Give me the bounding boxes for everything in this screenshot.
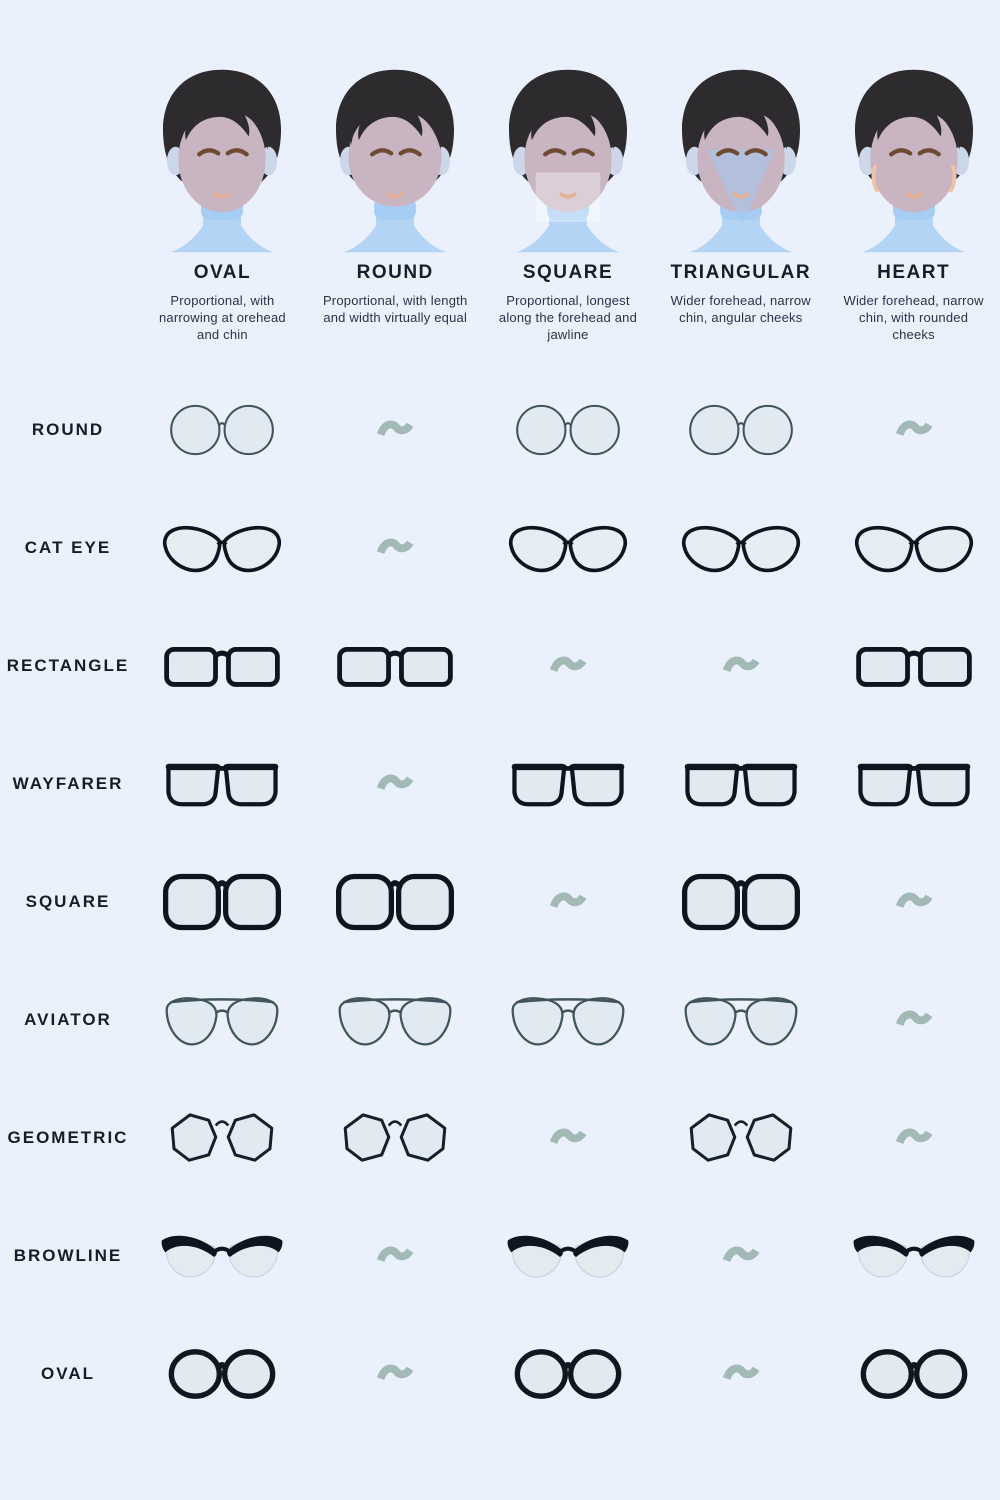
not-suitable-cell <box>893 1006 935 1034</box>
not-suitable-cell <box>374 770 416 798</box>
wayfarer-glasses-icon <box>681 758 801 810</box>
suitable-cell <box>681 758 801 810</box>
tilde-squiggle-icon <box>374 534 416 562</box>
tilde-squiggle-icon <box>374 416 416 444</box>
face-triangular-illustration <box>654 66 827 256</box>
not-suitable-cell <box>720 1242 762 1270</box>
face-shape-description: Wider forehead, narrow chin, with rounded cheeks <box>843 293 984 343</box>
suitable-cell <box>854 642 974 690</box>
face-shape-description: Proportional, with narrowing at orehead and chin <box>158 293 286 343</box>
oval-glasses-icon <box>858 1346 970 1402</box>
round-glasses-icon <box>166 398 278 462</box>
cateye-glasses-icon <box>161 519 283 577</box>
glasses-type-label-wayfarer: WAYFARER <box>12 774 124 794</box>
header-spacer <box>0 66 136 343</box>
tilde-squiggle-icon <box>720 1360 762 1388</box>
suitable-cell <box>512 398 624 462</box>
glasses-type-label-geometric: GEOMETRIC <box>7 1128 129 1148</box>
suitable-cell <box>332 990 458 1050</box>
not-suitable-cell <box>720 1360 762 1388</box>
square-glasses-icon <box>681 870 801 934</box>
suitable-cell <box>505 990 631 1050</box>
suitable-cell <box>858 1346 970 1402</box>
not-suitable-cell <box>893 416 935 444</box>
cateye-glasses-icon <box>853 519 975 577</box>
tilde-squiggle-icon <box>547 888 589 916</box>
geometric-glasses-icon <box>685 1110 797 1166</box>
geometric-glasses-icon <box>166 1110 278 1166</box>
suitable-cell <box>508 758 628 810</box>
browline-glasses-icon <box>852 1229 976 1283</box>
face-column-heart <box>827 66 1000 343</box>
suitable-cell <box>335 642 455 690</box>
glasses-type-label-aviator: AVIATOR <box>24 1010 112 1030</box>
cateye-glasses-icon <box>680 519 802 577</box>
suitable-cell <box>335 870 455 934</box>
face-shape-label: HEART <box>877 262 951 283</box>
face-shape-description: Wider forehead, narrow chin, angular cheeks <box>670 293 811 326</box>
suitable-cell <box>681 870 801 934</box>
not-suitable-cell <box>374 416 416 444</box>
face-square-illustration <box>482 66 655 256</box>
tilde-squiggle-icon <box>893 416 935 444</box>
rectangle-glasses-icon <box>335 642 455 690</box>
not-suitable-cell <box>720 652 762 680</box>
aviator-glasses-icon <box>505 990 631 1050</box>
suitable-cell <box>685 398 797 462</box>
suitable-cell <box>678 990 804 1050</box>
square-glasses-icon <box>335 870 455 934</box>
face-shape-label: TRIANGULAR <box>670 262 812 283</box>
not-suitable-cell <box>547 888 589 916</box>
not-suitable-cell <box>893 888 935 916</box>
tilde-squiggle-icon <box>893 1006 935 1034</box>
suitable-cell <box>853 519 975 577</box>
geometric-glasses-icon <box>339 1110 451 1166</box>
glasses-type-label-browline: BROWLINE <box>13 1246 123 1266</box>
suitable-cell <box>507 519 629 577</box>
cateye-glasses-icon <box>507 519 629 577</box>
suitable-cell <box>339 1110 451 1166</box>
face-column-oval <box>136 66 309 343</box>
face-column-round <box>309 66 482 343</box>
wayfarer-glasses-icon <box>854 758 974 810</box>
browline-glasses-icon <box>160 1229 284 1283</box>
tilde-squiggle-icon <box>893 1124 935 1152</box>
suitable-cell <box>166 1346 278 1402</box>
oval-glasses-icon <box>166 1346 278 1402</box>
aviator-glasses-icon <box>159 990 285 1050</box>
tilde-squiggle-icon <box>374 1242 416 1270</box>
suitable-cell <box>680 519 802 577</box>
face-shape-description: Proportional, with length and width virtually equal <box>322 293 468 326</box>
tilde-squiggle-icon <box>374 1360 416 1388</box>
glasses-type-label-round: ROUND <box>31 420 105 440</box>
oval-glasses-icon <box>512 1346 624 1402</box>
tilde-squiggle-icon <box>547 652 589 680</box>
not-suitable-cell <box>374 1360 416 1388</box>
suitable-cell <box>162 758 282 810</box>
face-column-square <box>482 66 655 343</box>
round-glasses-icon <box>512 398 624 462</box>
suitable-cell <box>166 398 278 462</box>
suitable-cell <box>162 870 282 934</box>
suitable-cell <box>159 990 285 1050</box>
wayfarer-glasses-icon <box>162 758 282 810</box>
face-shape-description: Proportional, longest along the forehead and jawline <box>498 293 638 343</box>
face-shape-label: OVAL <box>193 262 252 283</box>
not-suitable-cell <box>893 1124 935 1152</box>
not-suitable-cell <box>374 1242 416 1270</box>
glasses-type-label-square: SQUARE <box>25 892 111 912</box>
glasses-type-label-oval: OVAL <box>41 1364 95 1384</box>
browline-glasses-icon <box>506 1229 630 1283</box>
face-heart-illustration <box>827 66 1000 256</box>
tilde-squiggle-icon <box>720 652 762 680</box>
glasses-type-label-cat-eye: CAT EYE <box>24 538 112 558</box>
suitable-cell <box>161 519 283 577</box>
face-column-triangular <box>654 66 827 343</box>
not-suitable-cell <box>547 652 589 680</box>
aviator-glasses-icon <box>678 990 804 1050</box>
rectangle-glasses-icon <box>854 642 974 690</box>
suitability-grid <box>0 371 1000 1433</box>
suitable-cell <box>852 1229 976 1283</box>
tilde-squiggle-icon <box>547 1124 589 1152</box>
face-oval-illustration <box>136 66 309 256</box>
suitable-cell <box>854 758 974 810</box>
face-shape-label: SQUARE <box>522 262 614 283</box>
suitable-cell <box>685 1110 797 1166</box>
suitable-cell <box>162 642 282 690</box>
wayfarer-glasses-icon <box>508 758 628 810</box>
aviator-glasses-icon <box>332 990 458 1050</box>
suitable-cell <box>160 1229 284 1283</box>
rectangle-glasses-icon <box>162 642 282 690</box>
suitable-cell <box>506 1229 630 1283</box>
square-glasses-icon <box>162 870 282 934</box>
tilde-squiggle-icon <box>374 770 416 798</box>
face-round-illustration <box>309 66 482 256</box>
face-shape-label: ROUND <box>356 262 434 283</box>
face-shapes-header <box>0 0 1000 343</box>
not-suitable-cell <box>374 534 416 562</box>
suitable-cell <box>512 1346 624 1402</box>
tilde-squiggle-icon <box>893 888 935 916</box>
glasses-type-label-rectangle: RECTANGLE <box>6 656 130 676</box>
round-glasses-icon <box>685 398 797 462</box>
suitable-cell <box>166 1110 278 1166</box>
tilde-squiggle-icon <box>720 1242 762 1270</box>
not-suitable-cell <box>547 1124 589 1152</box>
